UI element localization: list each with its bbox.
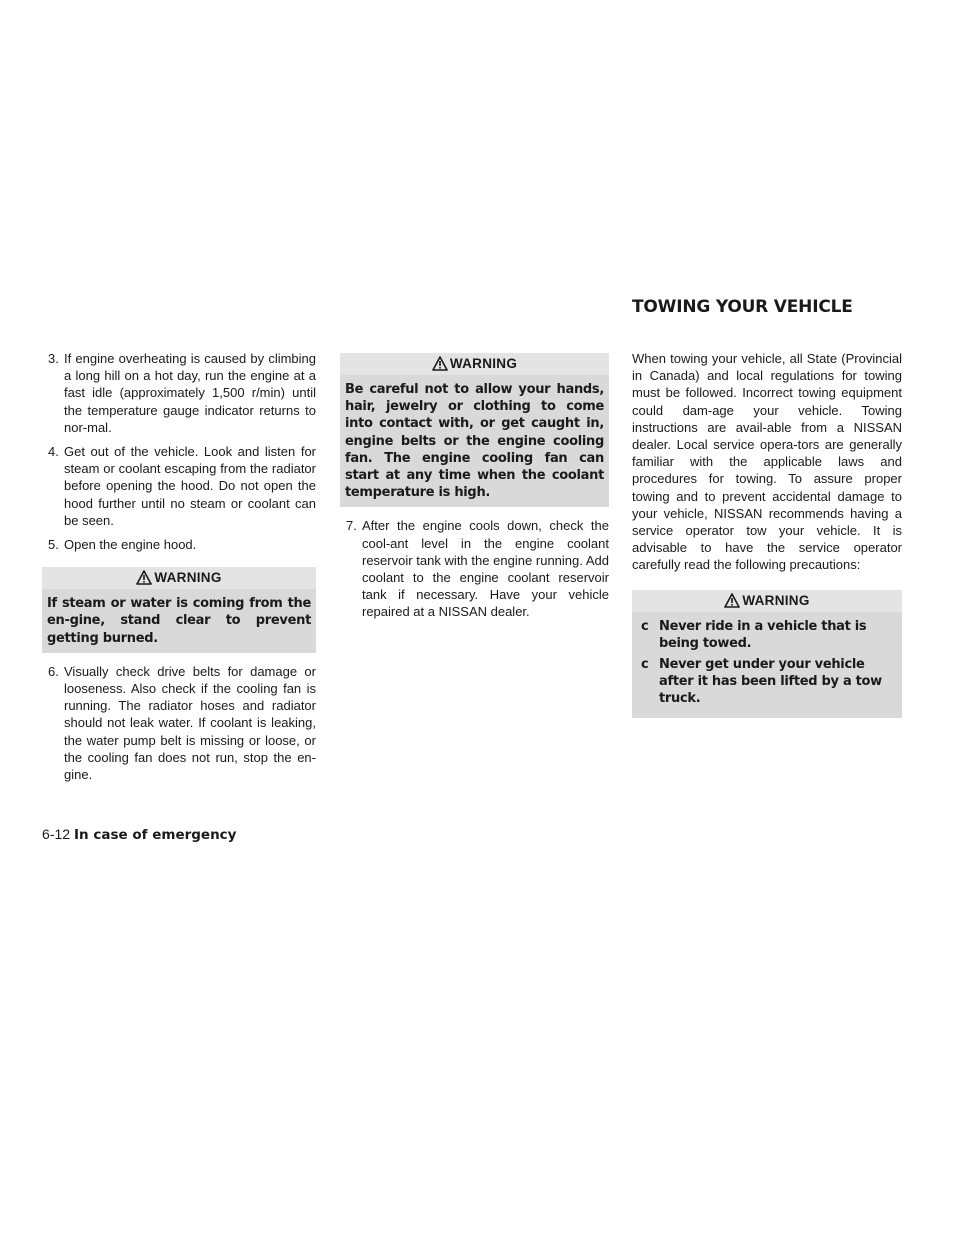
step-3: 3. If engine overheating is caused by climbing a long hill on a hot day, run the engine at a fast idle (approximately 1,500 r/min) until the temperature gauge indicator returns to nor-mal. — [48, 351, 316, 435]
warning-bullets — [632, 612, 902, 718]
warning-box — [340, 353, 609, 507]
column-2 — [340, 353, 609, 628]
page-number: 6-12 — [42, 826, 71, 842]
warning-header: WARNING — [340, 353, 609, 375]
page-footer — [42, 826, 237, 843]
towing-intro: When towing your vehicle, all State (Provincial in Canada) and local regulations for towing must be followed. Incorrect towing equipment could dam-age your vehicle. Towing instructions are avail-able from a NISSAN dealer. Local service opera-tors are generally familiar with the applicable laws and procedures for towing. To assure proper towing and to prevent accidental damage to your vehicle, NISSAN recommends having a service operator tow your vehicle. It is advisable to have the service operator carefully read the following precautions: — [632, 351, 902, 573]
section-title: TOWING YOUR VEHICLE — [632, 297, 853, 317]
warning-triangle-icon — [432, 356, 448, 371]
column-3 — [632, 350, 902, 728]
step-6: 6. Visually check drive belts for damage or looseness. Also check if the cooling fan is running. The radiator hoses and radiator should not leak water. If coolant is leaking, the water pump belt is missing or loose, or the cooling fan does not run, stop the en-gine. — [48, 663, 316, 783]
warning-bullet: c Never ride in a vehicle that is being towed. — [641, 618, 867, 651]
step-7: 7. After the engine cools down, check the cool-ant level in the engine coolant reservoir tank with the engine running. Add coolant to the engine coolant reservoir tank if necessary. Have your vehicle repaired at a NISSAN dealer. — [346, 518, 609, 620]
warning-text: If steam or water is coming from the en-gine, stand clear to prevent getting burned. — [47, 596, 311, 646]
warning-box — [42, 567, 316, 653]
warning-triangle-icon — [724, 593, 740, 608]
column-1 — [42, 350, 316, 790]
step-4: 4. Get out of the vehicle. Look and listen for steam or coolant escaping from the radiator before opening the hood. Do not open the hood further until no steam or coolant can be seen. — [48, 444, 316, 528]
warning-triangle-icon — [136, 570, 152, 585]
warning-box — [632, 590, 902, 718]
warning-header: WARNING — [632, 590, 902, 612]
warning-text: Be careful not to allow your hands, hair, jewelry or clothing to come into contact with, or get caught in, engine belts or the engine cooling fan. The engine cooling fan can start at any time when the coolant temperature is high. — [345, 382, 604, 501]
warning-bullet: c Never get under your vehicle after it has been lifted by a tow truck. — [641, 657, 882, 707]
warning-header: WARNING — [42, 567, 316, 589]
chapter-title: In case of emergency — [74, 827, 237, 843]
step-5: 5. Open the engine hood. — [48, 537, 197, 553]
